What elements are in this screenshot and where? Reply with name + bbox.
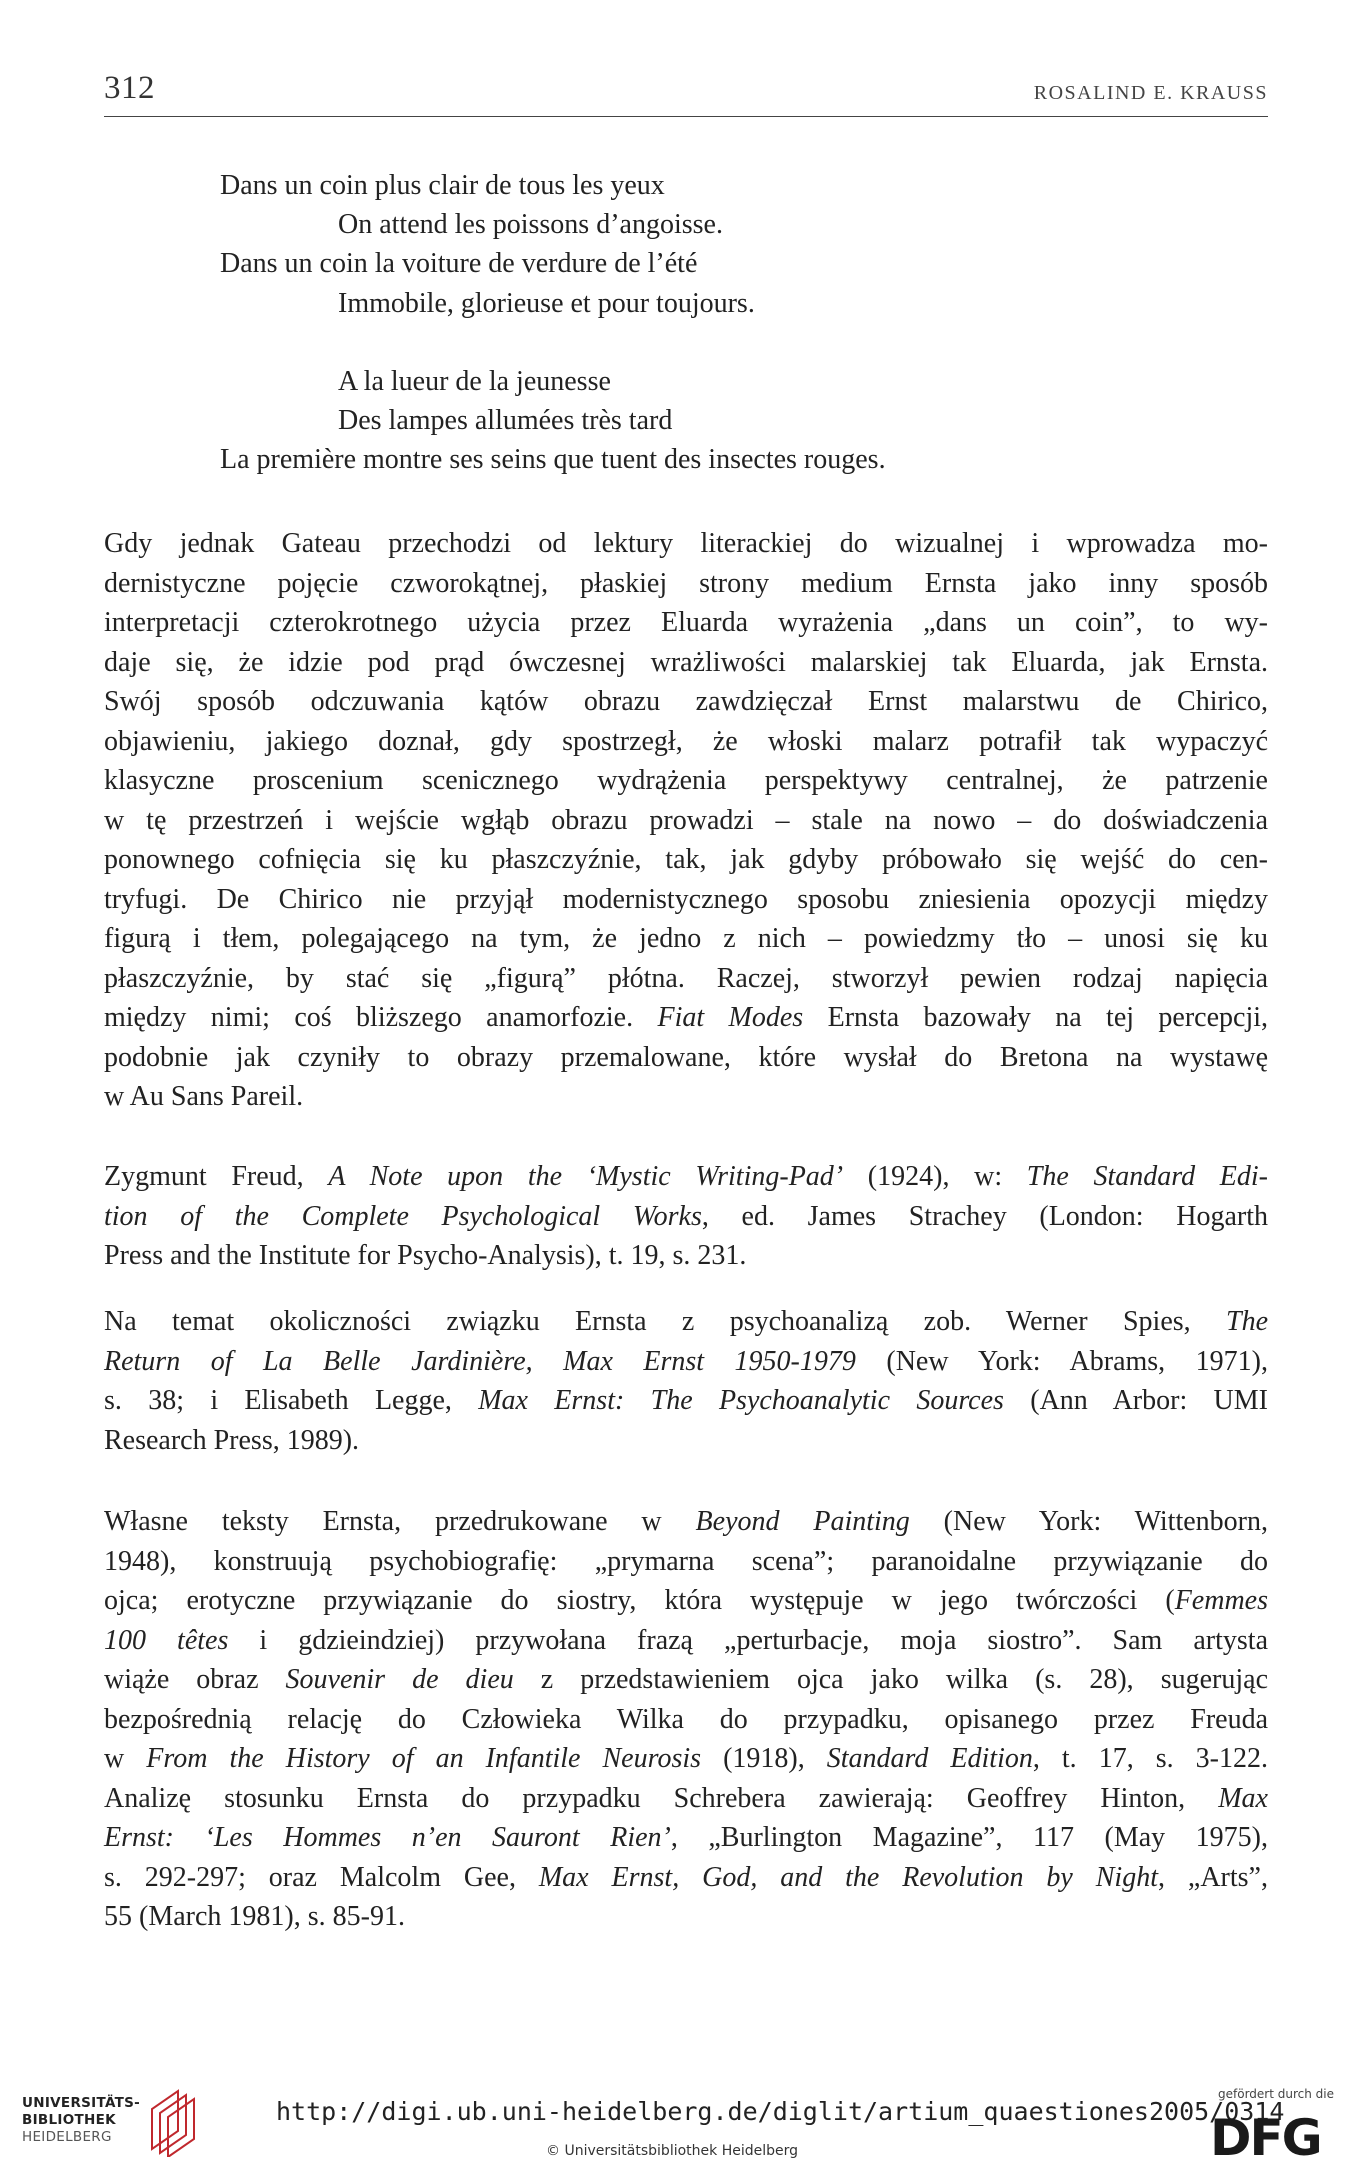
text-line (104, 1779, 1268, 1819)
poem-line: A la lueur de la jeunesse (338, 365, 611, 397)
italic-title: The Standard Edi- (1026, 1161, 1268, 1192)
text-line: w Au Sans Pareil. (104, 1081, 304, 1112)
text-line (104, 1302, 1268, 1342)
text-run: (Ann Arbor: UMI (1003, 1385, 1268, 1416)
italic-title: Souvenir de dieu (285, 1664, 514, 1695)
italic-title: Standard Edition (826, 1743, 1033, 1774)
dfg-logo-text: DFG (1210, 2109, 1321, 2163)
text-line (104, 1157, 1268, 1197)
italic-title: Max Ernst: The Psychoanalytic Sources (478, 1385, 1004, 1416)
text-line: klasyczne proscenium scenicznego wydrążenia perspektywy centralnej, że patrzenie (104, 765, 1268, 796)
copyright-notice: © Universitätsbibliothek Heidelberg (546, 2143, 799, 2159)
text-line: tryfugi. De Chirico nie przyjął modernistycznego sposobu zniesienia opozycji między (104, 883, 1268, 915)
text-line (104, 998, 1268, 1038)
text-run: (1924), w: (843, 1161, 1027, 1192)
dfg-logo-icon (1210, 2107, 1334, 2163)
text-run: (New York: Wittenborn, (909, 1506, 1268, 1537)
text-line: w tę przestrzeń i wejście wgłąb obrazu prowadzi – stale na nowo – do doświadczenia (104, 804, 1268, 836)
source-url-link[interactable]: http://digi.ub.uni-heidelberg.de/diglit/artium_quaestiones2005/0314 (276, 2097, 1285, 2126)
text-line (104, 1818, 1268, 1858)
italic-title: Femmes (1174, 1585, 1268, 1616)
text-run: (New York: Abrams, 1971), (855, 1345, 1268, 1377)
text-run: między nimi; coś bliższego anamorfozie. (104, 1002, 658, 1033)
text-run: , ed. James Strachey (London: Hogarth (701, 1200, 1268, 1232)
text-run: i gdzieindziej) przywołana frazą „perturbacje, moja siostro”. Sam artysta (228, 1624, 1269, 1656)
text-run: wiąże obraz (104, 1664, 286, 1695)
poem-line: On attend les poissons d’angoisse. (338, 209, 723, 241)
text-line: 55 (March 1981), s. 85-91. (104, 1901, 405, 1932)
text-line: płaszczyźnie, by stać się „figurą” płótna. Raczej, stworzył pewien rodzaj napięcia (104, 962, 1268, 994)
text-line (104, 1621, 1268, 1661)
main-paragraph (104, 524, 1268, 1117)
text-run: s. 292-297; oraz Malcolm Gee, (104, 1861, 539, 1893)
running-head: ROSALIND E. KRAUSS (1033, 82, 1268, 104)
text-line: 1948), konstruują psychobiografię: „prymarna scena”; paranoidalne przywiązanie do (104, 1545, 1268, 1577)
text-run: Na temat okoliczności związku Ernsta z psychoanalizą zob. Werner Spies, (104, 1306, 1226, 1337)
text-line (104, 1342, 1268, 1382)
text-line: figurą i tłem, polegającego na tym, że jedno z nich – powiedzmy tło – unosi się ku (104, 923, 1268, 954)
library-emblem-icon (148, 2087, 200, 2157)
text-run: (1918), (701, 1743, 827, 1774)
text-line (104, 1381, 1268, 1421)
text-run: Zygmunt Freud, (104, 1161, 329, 1192)
text-line: bezpośrednią relację do Człowieka Wilka do przypadku, opisanego przez Freuda (104, 1703, 1268, 1735)
text-run: , t. 17, s. 3-122. (1032, 1743, 1269, 1774)
italic-title: Max Ernst, God, and the Revolution by Night (538, 1861, 1158, 1893)
italic-title: Max (1218, 1782, 1268, 1814)
text-line: podobnie jak czyniły to obrazy przemalowane, które wysłał do Bretona na wystawę (104, 1041, 1268, 1073)
digitization-footer (0, 2075, 1363, 2176)
text-line (104, 1197, 1268, 1237)
text-run: w (104, 1743, 147, 1774)
library-name (22, 2095, 140, 2146)
text-run: , „Arts”, (1158, 1861, 1268, 1893)
poem-quotation (220, 166, 1220, 479)
text-run: Ernsta bazowały na tej percepcji, (803, 1002, 1269, 1033)
poem-line: Dans un coin plus clair de tous les yeux (220, 170, 665, 201)
poem-line: Immobile, glorieuse et pour toujours. (338, 287, 755, 319)
text-line: Swój sposób odczuwania kątów obrazu zawdzięczał Ernst malarstwu de Chirico, (104, 686, 1268, 717)
note-spies-legge (104, 1302, 1268, 1460)
text-line: objawieniu, jakiego doznał, gdy spostrzegł, że włoski malarz potrafił tak wypaczyć (104, 725, 1268, 757)
italic-title: From the History of an Infantile Neurosis (146, 1743, 702, 1774)
text-run: Własne teksty Ernsta, przedrukowane w (104, 1506, 696, 1537)
library-name-line: UNIVERSITÄTS- (22, 2095, 141, 2111)
text-run: , „Burlington Magazine”, 117 (May 1975), (670, 1822, 1268, 1853)
text-run: ojca; erotyczne przywiązanie do siostry, która występuje w jego twórczości ( (104, 1585, 1175, 1616)
text-line: interpretacji czterokrotnego użycia przez Eluarda wyrażenia „dans un coin”, to wy- (104, 607, 1268, 638)
library-name-line: BIBLIOTHEK (22, 2112, 116, 2128)
stanza-break (220, 323, 1220, 362)
text-run: Analizę stosunku Ernsta do przypadku Schrebera zawierają: Geoffrey Hinton, (104, 1782, 1219, 1814)
text-line (104, 1581, 1268, 1621)
page-header (104, 70, 1268, 117)
text-run: s. 38; i Elisabeth Legge, (104, 1385, 479, 1416)
poem-line: Dans un coin la voiture de verdure de l’été (220, 248, 698, 280)
italic-title: The (1226, 1306, 1268, 1337)
text-line: daje się, że idzie pod prąd ówczesnej wrażliwości malarskiej tak Eluarda, jak Ernsta. (104, 646, 1268, 678)
italic-title: Ernst: ‘Les Hommes n’en Sauront Rien’ (104, 1822, 671, 1853)
text-line: ponownego cofnięcia się ku płaszczyźnie, tak, jak gdyby próbowało się wejść do cen- (104, 844, 1268, 875)
funder-logo (1176, 2087, 1346, 2167)
text-line: Press and the Institute for Psycho-Analysis), t. 19, s. 231. (104, 1240, 747, 1271)
page-number: 312 (104, 70, 155, 106)
italic-title: tion of the Complete Psychological Works (104, 1200, 702, 1232)
library-logo (22, 2087, 198, 2157)
text-line: Gdy jednak Gateau przechodzi od lektury literackiej do wizualnej i wprowadza mo- (104, 528, 1268, 559)
text-run: z przedstawieniem ojca jako wilka (s. 28), sugerując (513, 1664, 1268, 1695)
text-line (104, 1739, 1268, 1779)
funder-label: gefördert durch die (1218, 2087, 1334, 2101)
library-name-line: HEIDELBERG (22, 2129, 112, 2145)
italic-title: 100 têtes (104, 1624, 229, 1656)
italic-title: Fiat Modes (657, 1002, 804, 1033)
text-line (104, 1502, 1268, 1542)
note-ernst-texts (104, 1502, 1268, 1937)
italic-title: A Note upon the ‘Mystic Writing-Pad’ (328, 1161, 844, 1192)
text-line: dernistyczne pojęcie czworokątnej, płaskiej strony medium Ernsta jako inny sposób (104, 567, 1268, 599)
text-line (104, 1858, 1268, 1898)
italic-title: Beyond Painting (695, 1506, 910, 1537)
text-line: Research Press, 1989). (104, 1424, 360, 1456)
italic-title: Return of La Belle Jardinière, Max Ernst 1950-1979 (104, 1345, 856, 1377)
poem-line: Des lampes allumées très tard (338, 404, 673, 436)
text-line (104, 1660, 1268, 1700)
note-freud (104, 1157, 1268, 1276)
poem-line: La première montre ses seins que tuent des insectes rouges. (220, 444, 886, 476)
